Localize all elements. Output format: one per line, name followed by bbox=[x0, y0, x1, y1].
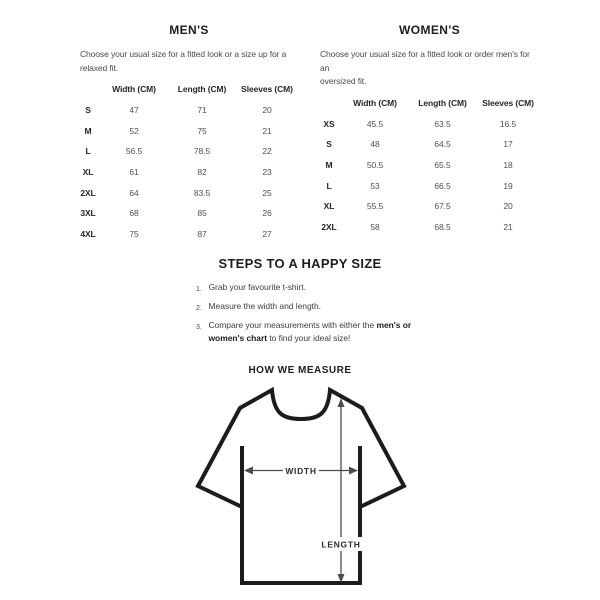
table-row bbox=[318, 114, 541, 135]
width-value: 68 bbox=[129, 208, 139, 219]
size-label: 2XL bbox=[80, 187, 96, 198]
womens-header-length: Length (CM) bbox=[418, 97, 467, 108]
length-value: 67.5 bbox=[434, 201, 451, 212]
womens-section bbox=[318, 22, 541, 237]
length-value: 71 bbox=[197, 105, 207, 116]
sleeves-value: 26 bbox=[262, 208, 272, 219]
length-label: LENGTH bbox=[321, 539, 361, 550]
womens-description-line2: oversized fit. bbox=[320, 76, 367, 86]
length-value: 63.5 bbox=[434, 118, 451, 129]
width-value: 64 bbox=[129, 187, 139, 198]
sleeves-value: 20 bbox=[503, 201, 513, 212]
width-value: 53 bbox=[370, 180, 380, 191]
womens-header-sleeves: Sleeves (CM) bbox=[482, 97, 534, 108]
size-label: M bbox=[325, 159, 333, 170]
step-number: 2. bbox=[196, 304, 202, 312]
womens-header-width: Width (CM) bbox=[353, 97, 397, 108]
table-row bbox=[318, 134, 541, 155]
size-label: XL bbox=[323, 201, 335, 212]
length-value: 68.5 bbox=[434, 221, 451, 232]
width-value: 58 bbox=[370, 221, 380, 232]
mens-header-width: Width (CM) bbox=[112, 84, 156, 94]
womens-description-line1: Choose your usual size for a fitted look or order men's for an bbox=[320, 49, 530, 73]
step3-text-normal1: Compare your measurements with either the bbox=[208, 320, 377, 330]
womens-description bbox=[320, 48, 541, 89]
mens-section bbox=[78, 22, 300, 244]
steps-title: STEPS TO A HAPPY SIZE bbox=[218, 256, 382, 271]
sleeves-value: 25 bbox=[262, 187, 272, 198]
size-label: 2XL bbox=[321, 221, 337, 232]
length-value: 66.5 bbox=[434, 180, 451, 191]
tshirt-measure-diagram bbox=[185, 386, 415, 592]
step-item-3 bbox=[196, 319, 414, 345]
width-label: WIDTH bbox=[285, 466, 317, 476]
step3-text-bold1: men's or bbox=[376, 320, 412, 330]
width-value: 45.5 bbox=[366, 118, 384, 129]
table-row bbox=[78, 121, 300, 142]
steps-list bbox=[196, 281, 414, 350]
mens-title: MEN'S bbox=[169, 23, 209, 37]
size-label: M bbox=[84, 125, 92, 136]
size-label: L bbox=[326, 180, 332, 191]
table-row bbox=[78, 141, 300, 162]
table-row bbox=[318, 175, 541, 196]
width-value: 50.5 bbox=[366, 159, 384, 170]
size-label: S bbox=[326, 139, 332, 150]
table-row bbox=[318, 155, 541, 176]
sleeves-value: 17 bbox=[503, 139, 513, 150]
mens-description bbox=[80, 48, 300, 75]
length-value: 65.5 bbox=[434, 159, 451, 170]
sleeves-value: 23 bbox=[262, 167, 272, 178]
step-item-2 bbox=[196, 300, 414, 315]
table-row bbox=[78, 182, 300, 203]
sleeves-value: 19 bbox=[503, 180, 513, 191]
table-row bbox=[78, 224, 300, 245]
size-label: XL bbox=[82, 167, 94, 178]
length-value: 82 bbox=[197, 167, 207, 178]
width-value: 56.5 bbox=[125, 146, 143, 157]
womens-size-table bbox=[318, 95, 541, 238]
step-text: Grab your favourite t-shirt. bbox=[208, 282, 306, 292]
width-value: 52 bbox=[129, 125, 139, 136]
width-value: 55.5 bbox=[366, 201, 384, 212]
table-row bbox=[318, 216, 541, 237]
sleeves-value: 22 bbox=[262, 146, 272, 157]
mens-header-sleeves: Sleeves (CM) bbox=[241, 84, 293, 94]
step-number: 1. bbox=[196, 285, 202, 293]
length-value: 75 bbox=[197, 125, 207, 136]
length-value: 85 bbox=[197, 208, 207, 219]
sleeves-value: 20 bbox=[262, 105, 272, 116]
width-value: 48 bbox=[370, 139, 380, 150]
step-number: 3. bbox=[196, 323, 202, 331]
table-row bbox=[318, 196, 541, 217]
step-text bbox=[209, 319, 412, 345]
length-value: 83.5 bbox=[193, 187, 211, 198]
size-label: 4XL bbox=[80, 228, 96, 239]
tshirt-outline bbox=[198, 390, 404, 583]
sleeves-value: 16.5 bbox=[499, 118, 517, 129]
mens-table-header bbox=[78, 81, 300, 97]
table-row bbox=[78, 100, 300, 121]
length-value: 64.5 bbox=[434, 139, 451, 150]
sleeves-value: 27 bbox=[262, 228, 272, 239]
mens-header-length: Length (CM) bbox=[177, 84, 227, 94]
step-item-1 bbox=[196, 281, 414, 296]
sleeves-value: 21 bbox=[503, 221, 513, 232]
table-row bbox=[78, 162, 300, 183]
womens-table-header bbox=[318, 95, 541, 111]
table-row bbox=[78, 203, 300, 224]
mens-description-line1: Choose your usual size for a fitted look or a size up for a bbox=[80, 49, 287, 59]
sleeves-value: 18 bbox=[503, 159, 513, 170]
step3-text-bold2: women's chart bbox=[208, 333, 268, 343]
step-text: Measure the width and length. bbox=[208, 301, 321, 311]
width-value: 61 bbox=[129, 167, 139, 178]
width-value: 75 bbox=[129, 228, 139, 239]
length-value: 78.5 bbox=[193, 146, 211, 157]
mens-description-line2: relaxed fit. bbox=[80, 62, 119, 73]
size-label: XS bbox=[323, 118, 335, 129]
size-label: L bbox=[85, 146, 91, 157]
step3-text-normal2: to find your ideal size! bbox=[267, 333, 351, 343]
size-label: S bbox=[85, 105, 91, 116]
length-value: 87 bbox=[197, 228, 207, 239]
sleeves-value: 21 bbox=[262, 125, 272, 136]
width-value: 47 bbox=[129, 105, 139, 116]
size-label: 3XL bbox=[80, 208, 96, 219]
mens-size-table bbox=[78, 81, 300, 244]
womens-title: WOMEN'S bbox=[399, 23, 460, 37]
how-we-measure-title: HOW WE MEASURE bbox=[248, 365, 352, 376]
